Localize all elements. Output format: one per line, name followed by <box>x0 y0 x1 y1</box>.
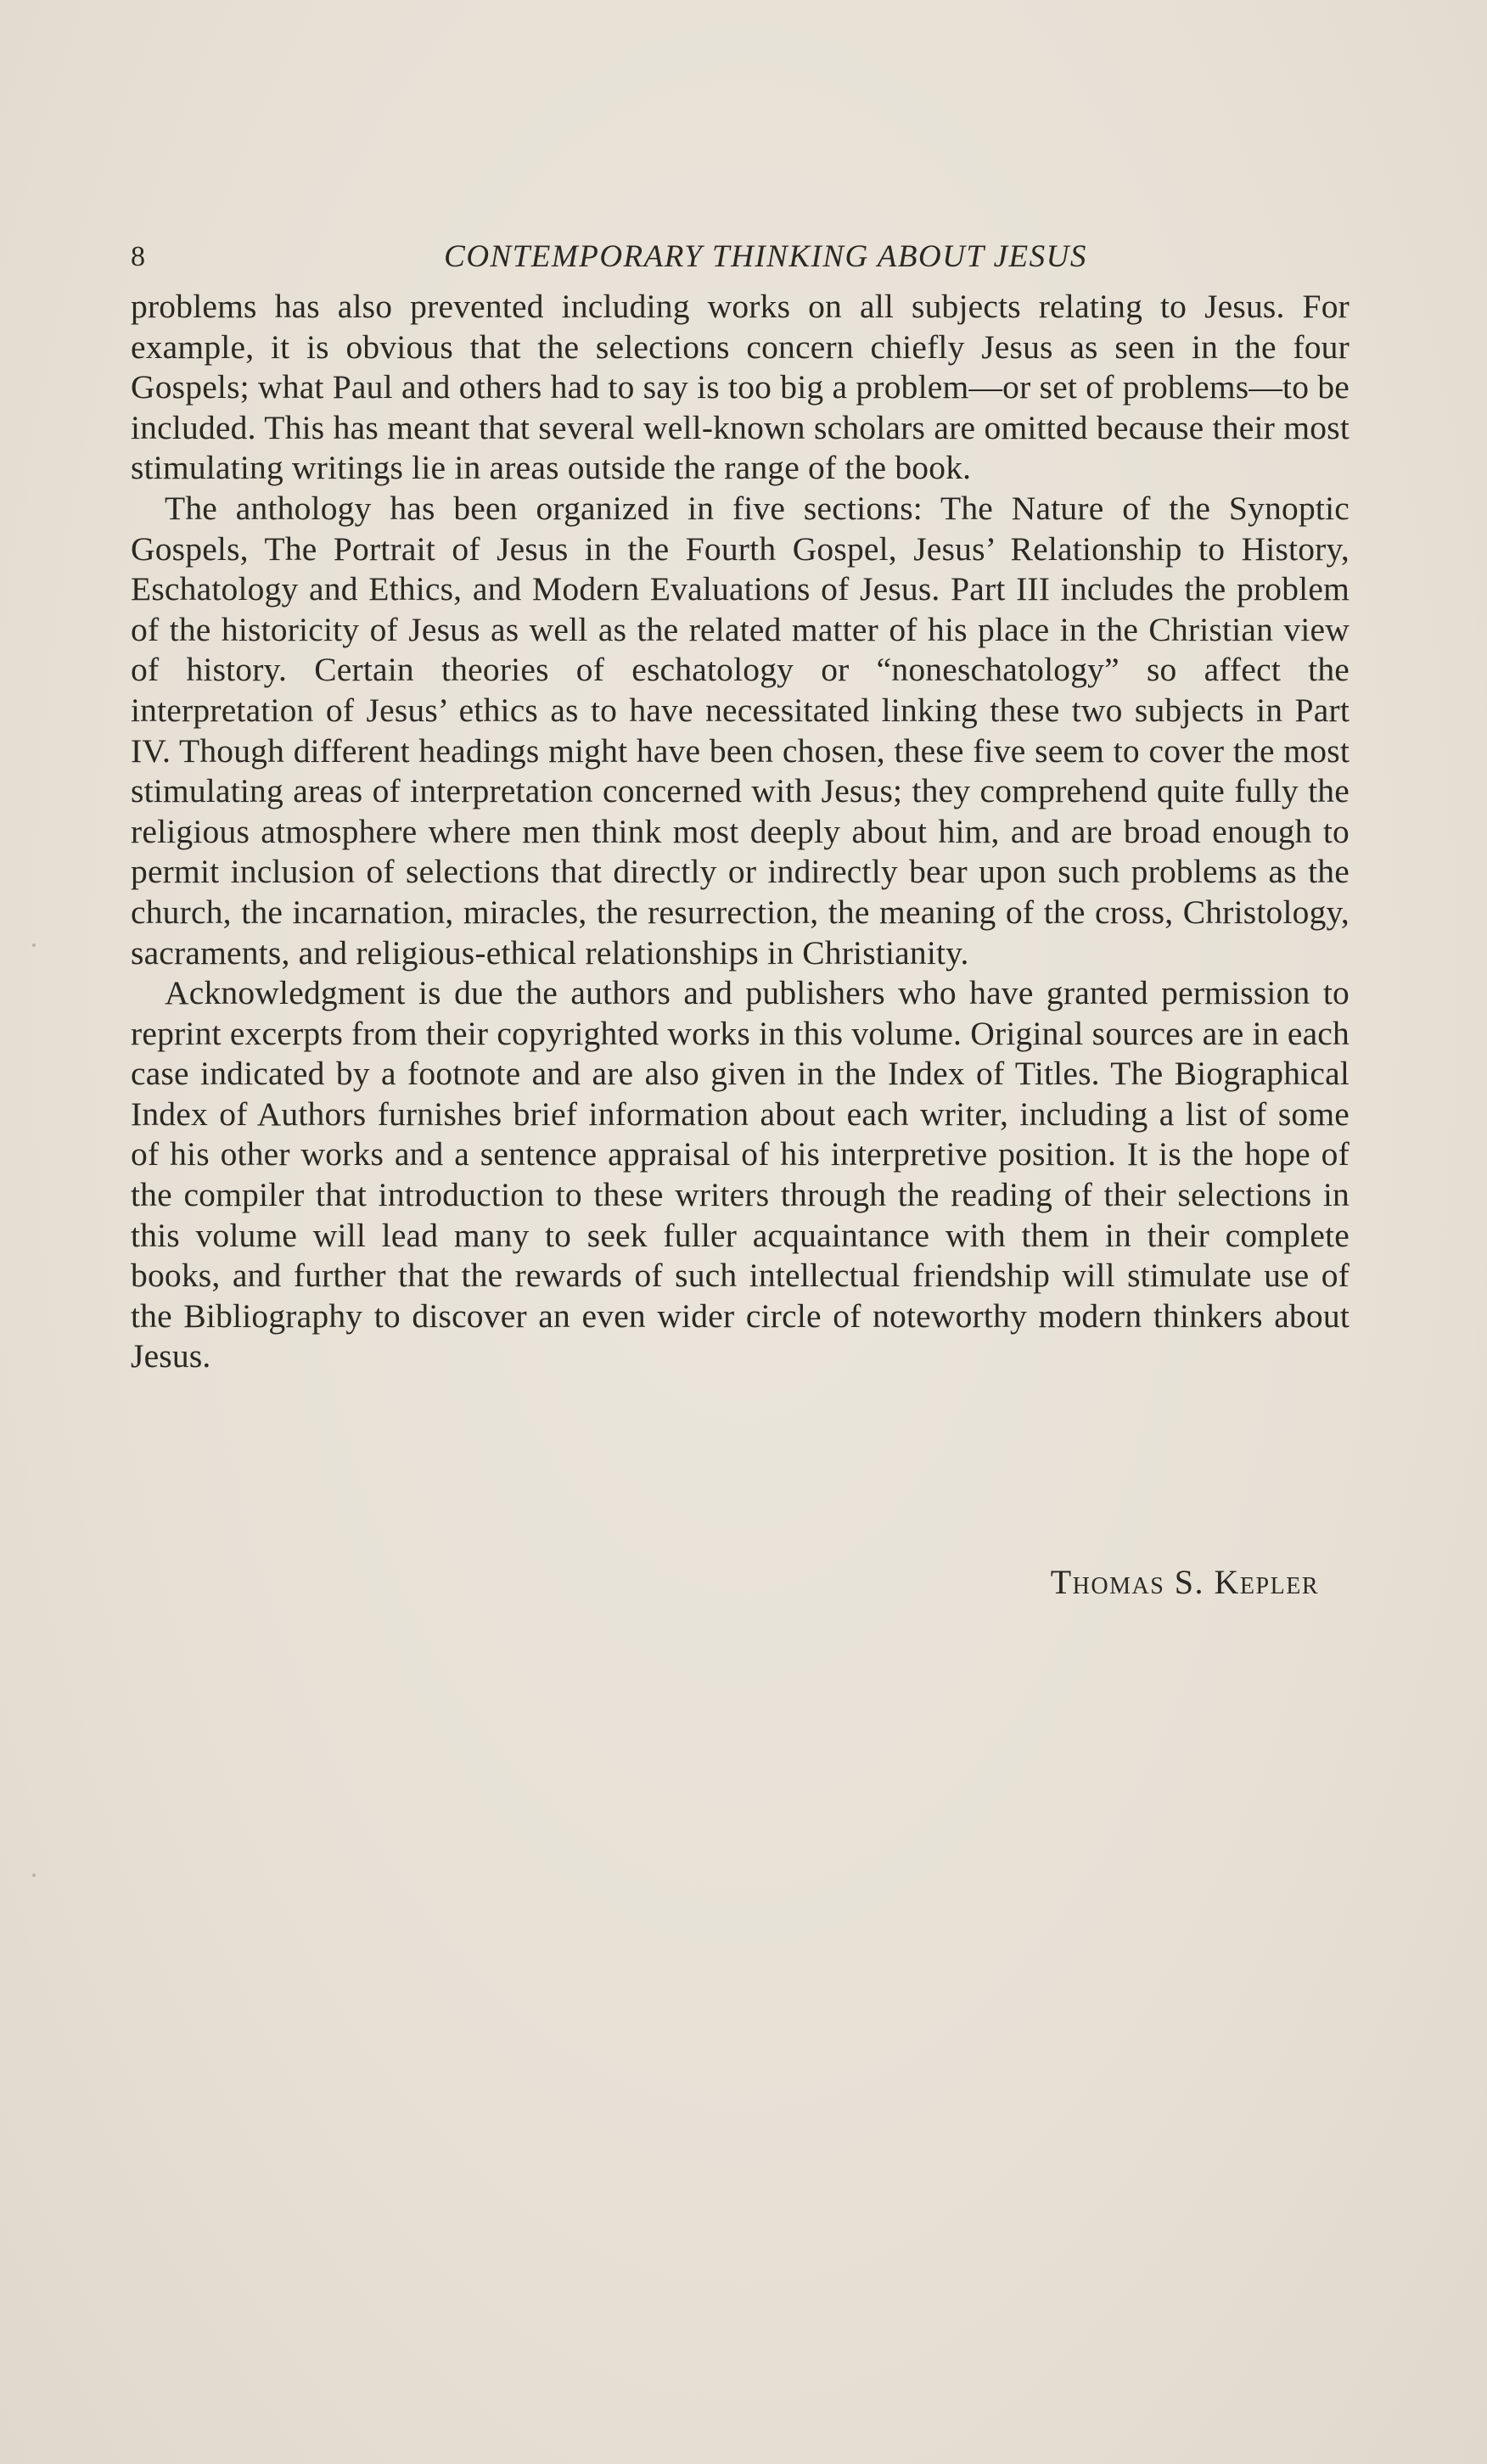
paper-speck <box>32 1873 36 1877</box>
paragraph-anthology-sections: The anthology has been organized in five sections: The Nature of the Synoptic Gospels, The Portrait of Jesus in the Fourth Gospel, Jesus’ Relationship to History, Eschatology and Ethics, and Modern Evaluations of Jesus. Part III includes the problem of the historicity of Jesus as well as the related matter of his place in the Christian view of history. Certain theories of eschatology or “noneschatology” so affect the interpretation of Jesus’ ethics as to have necessitated linking these two subjects in Part IV. Though different headings might have been chosen, these five seem to cover the most stimulating areas of interpretation concerned with Jesus; they comprehend quite fully the religious atmosphere where men think most deeply about him, and are broad enough to permit inclusion of selections that directly or indirectly bear upon such problems as the church, the incarnation, miracles, the resurrection, the meaning of the cross, Christology, sacraments, and religious-ethical relationships in Christianity. <box>131 489 1350 972</box>
page-header <box>131 236 1350 278</box>
body-text <box>131 287 1350 1377</box>
paragraph-acknowledgment: Acknowledgment is due the authors and publishers who have granted permission to reprint excerpts from their copyrighted works in this volume. Original sources are in each case indicated by a footnote and are also given in the Index of Titles. The Biographical Index of Authors furnishes brief information about each writer, including a list of some of his other works and a sentence appraisal of his interpretive position. It is the hope of the compiler that introduction to these writers through the reading of their selections in this volume will lead many to seek fuller acquaintance with them in their complete books, and further that the rewards of such intellectual friendship will stimulate use of the Bibliography to discover an even wider circle of noteworthy modern thinkers about Jesus. <box>131 974 1350 1375</box>
paper-speck <box>32 944 36 947</box>
paragraph-continuation: problems has also prevented including works on all subjects relating to Jesus. For example, it is obvious that the selections concern chiefly Jesus as seen in the four Gospels; what Paul and others had to say is too big a problem—or set of problems—to be included. This has meant that several well-known scholars are omitted because their most stimulating writings lie in areas outside the range of the book. <box>131 288 1350 487</box>
running-head: CONTEMPORARY THINKING ABOUT JESUS <box>444 239 1087 274</box>
page-number: 8 <box>131 241 145 272</box>
author-signature: Thomas S. Kepler <box>1050 1563 1319 1601</box>
